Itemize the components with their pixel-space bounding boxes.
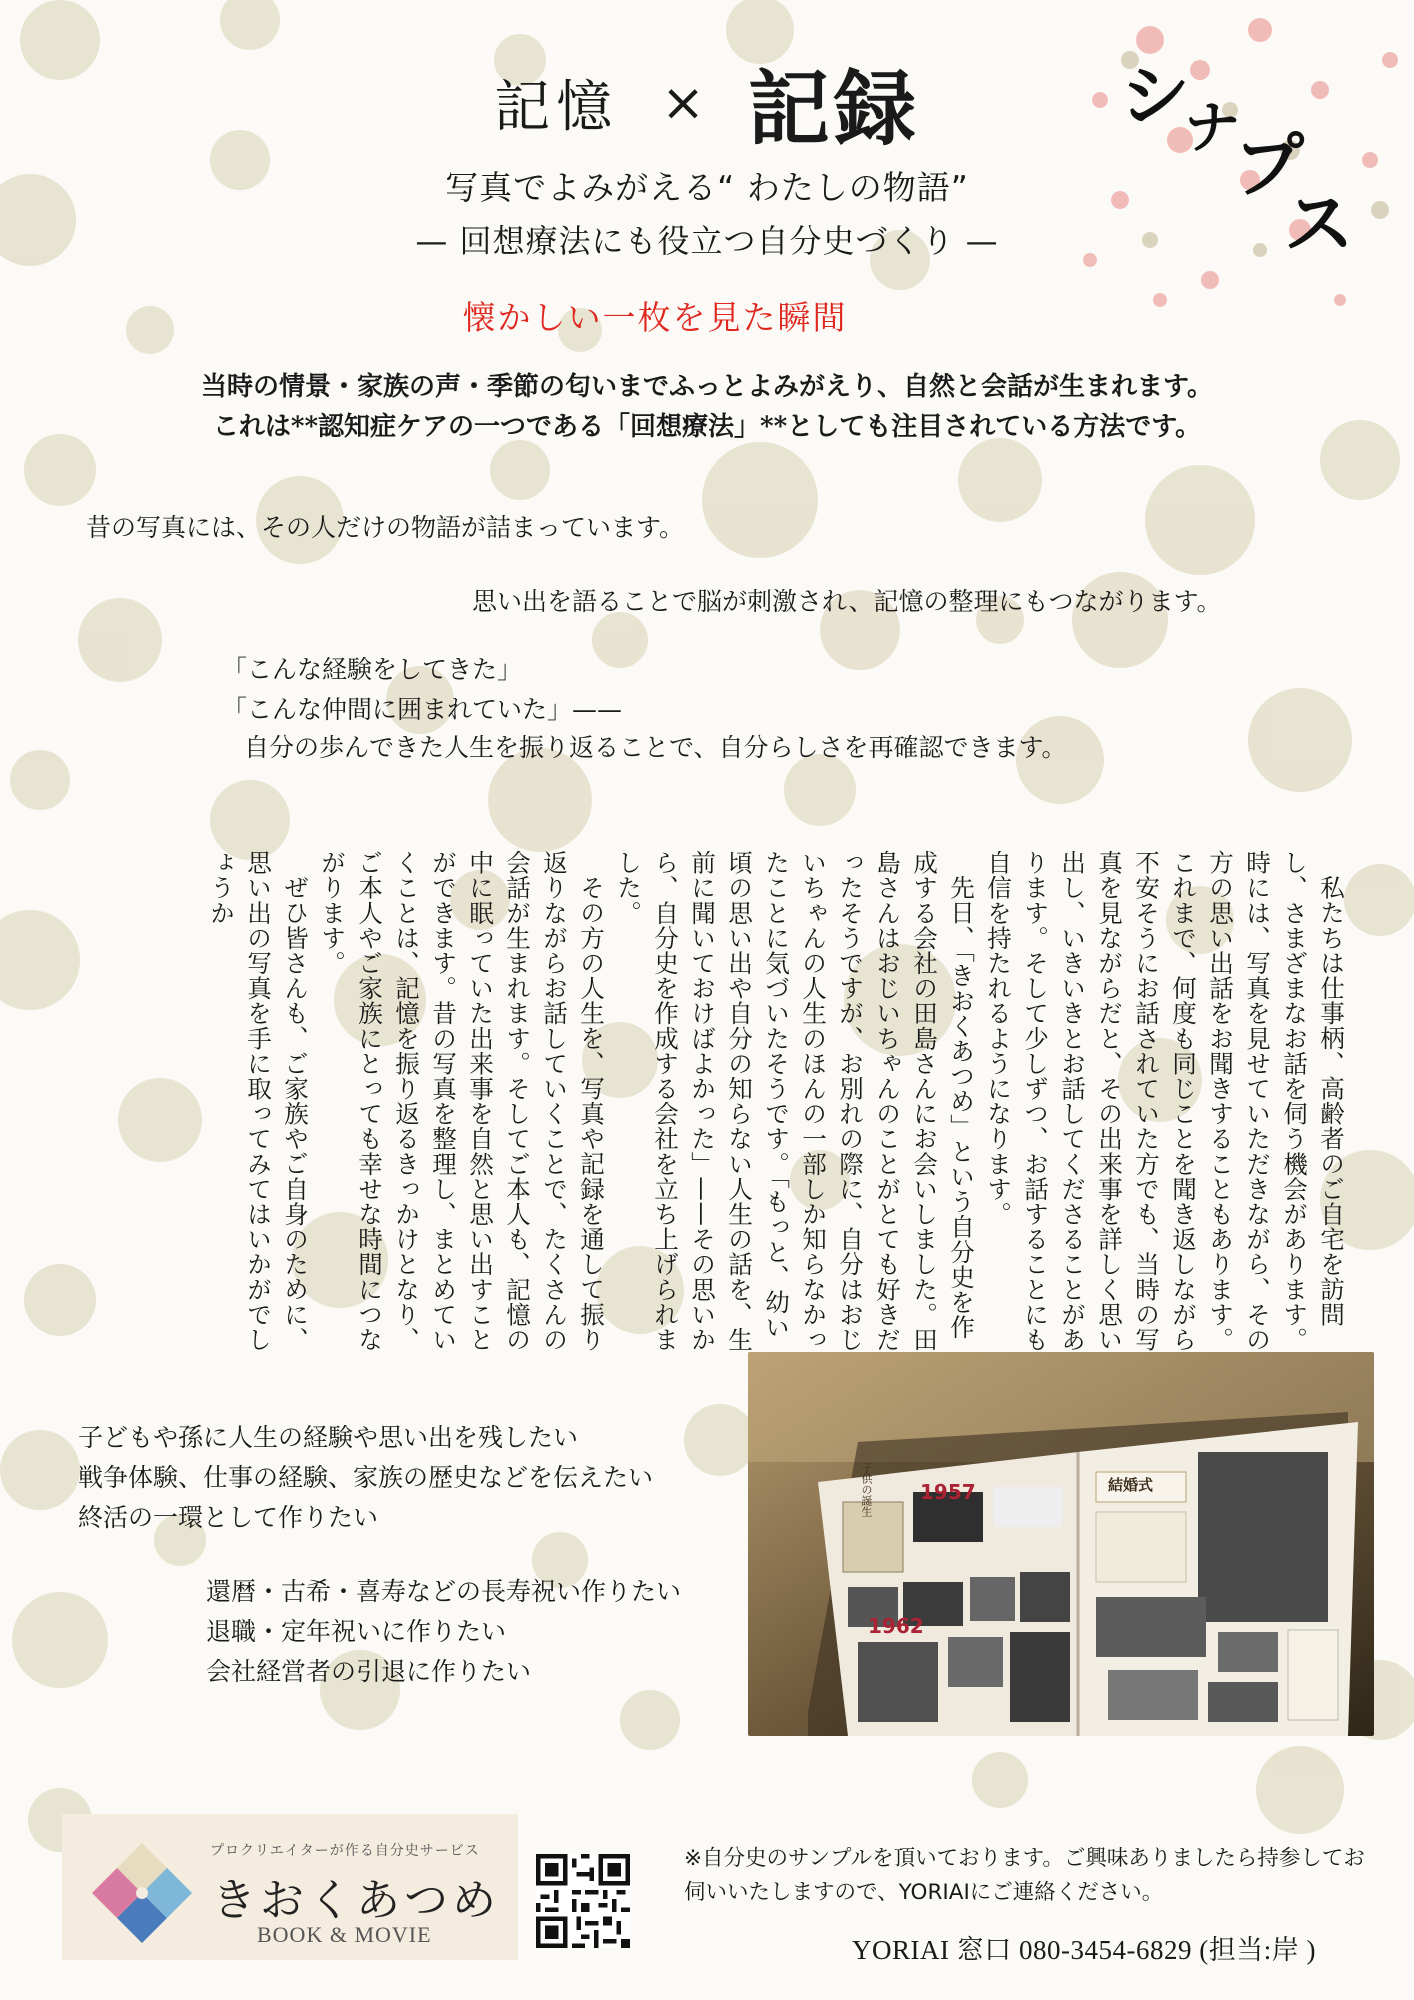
wish-list-b [206,1572,681,1692]
brand-synapse [1114,40,1354,265]
story-paragraph: その方の人生を、写真や記録を通して振り返りながらお話していくことで、たくさんの会話が生まれます。そしてご本人も、記憶の中に眠っていた出来事を自然と思い出すことができます。昔の写真を整理し、まとめていくことは、記憶を振り返るきっかけとなり、ご本人やご家族にとっても幸せな時間につながります。 [318,850,606,1352]
quote-line-3: 自分の歩んできた人生を振り返ることで、自分らしさを再確認できます。 [244,733,1067,762]
subtitle-line-1: 写真でよみがえる“ わたしの物語” [445,168,969,207]
list-item: 子どもや孫に人生の経験や思い出を残したい [78,1423,579,1452]
qr-code[interactable] [536,1854,630,1948]
photobook-sample-photo [748,1352,1374,1736]
lead-line-2: これは**認知症ケアの一つである「回想療法」**としても注目されている方法です。 [212,412,1202,442]
lead-line-1: 当時の情景・家族の声・季節の匂いまでふっとよみがえり、自然と会話が生まれます。 [201,372,1213,402]
story-paragraph: 私たちは仕事柄、高齢者のご自宅を訪問し、さまざまなお話を伺う機会があります。時には、写真を見せていただきながら、その方の思い出話をお聞きすることもあります。これまで、何度も同じことを聞き返しながら不安そうにお話されていた方でも、当時の写真を見ながらだと、その出来事を詳しく思い出し、いきいきとお話してくださることがあります。そして少しずつ、お話することにも自信を持たれるようになります。 [984,850,1346,1352]
quote-line-2: 「こんな仲間に囲まれていた」—— [222,695,623,724]
list-item: 戦争体験、仕事の経験、家族の歴史などを伝えたい [78,1463,654,1492]
list-item: 終活の一環として作りたい [78,1503,379,1532]
brand-char-2: ナ [1184,95,1240,161]
title-record: 記録 [747,62,920,157]
accent-heading: 懐かしい一枚を見た瞬間 [462,298,848,337]
logo-name: きおくあつめ [212,1875,500,1926]
wish-list-a [78,1418,653,1538]
photo-year-1962: 1962 [868,1614,924,1638]
puzzle-logo-icon [82,1838,202,1948]
subtitle-line-2: — 回想療法にも役立つ自分史づくり — [415,222,999,260]
photo-title-child: 子供の誕生 [860,1462,873,1517]
body-paragraph-2: 思い出を語ることで脳が刺激され、記憶の整理にもつながります。 [472,587,1222,616]
sample-note: ※自分史のサンプルを頂いております。ご興味ありましたら持参してお伺いいたしますので、YORIAIにご連絡ください。 [684,1846,1365,1905]
list-item: 退職・定年祝いに作りたい [206,1617,507,1646]
brand-char-3: プ [1234,124,1304,207]
story-paragraph: 先日、「きおくあつめ」という自分史を作成する会社の田島さんにお会いしました。田島さんはおじいちゃんのことがとても好きだったそうですが、お別れの際に、自分はおじいちゃんの人生のほんの一部しか知らなかったことに気づいたそうです。「もっと、幼い頃の思い出や自分の知らない人生の話を、生前に聞いておけばよかった」——その思いから、自分史を作成する会社を立ち上げられました。 [614,850,976,1352]
body-paragraph-1: 昔の写真には、その人だけの物語が詰まっています。 [86,513,685,542]
list-item: 還暦・古希・喜寿などの長寿祝い作りたい [206,1577,682,1606]
kiokuatsume-logo [62,1814,518,1960]
story-paragraph: ぜひ皆さんも、ご家族やご自身のために、思い出の写真を手に取ってみてはいかがでしょうか [207,850,310,1352]
logo-subtitle: BOOK & MOVIE [257,1922,432,1947]
photo-year-1957: 1957 [920,1480,976,1504]
vertical-story [70,850,1350,1355]
contact-info: YORIAI 窓口 080-3454-6829 (担当:岸 ) [852,1935,1316,1965]
brand-char-1: シ [1120,54,1190,137]
photo-title-wedding: 結婚式 [1108,1476,1154,1494]
quote-line-1: 「こんな経験をしてきた」 [222,655,523,684]
list-item: 会社経営者の引退に作りたい [206,1657,532,1686]
logo-tagline: プロクリエイターが作る自分史サービス [210,1843,480,1859]
title-memory: 記憶 [494,74,619,140]
title-times-symbol: × [661,72,705,133]
brand-char-4: ス [1284,182,1354,265]
